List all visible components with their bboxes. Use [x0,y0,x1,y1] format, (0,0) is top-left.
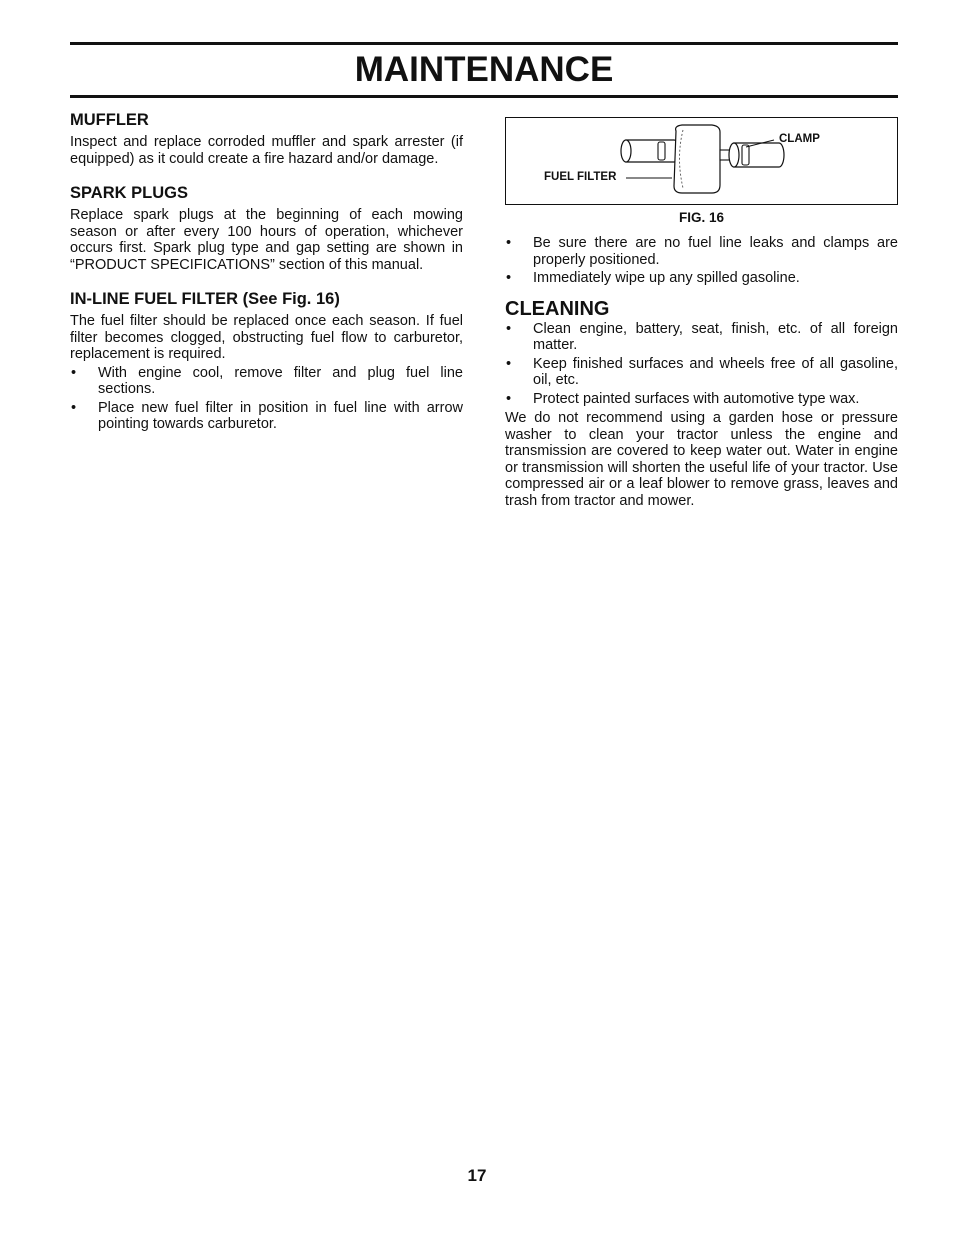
list-item: • With engine cool, remove filter and plug fuel line sections. [70,365,463,398]
right-column [505,117,898,509]
page-title: MAINTENANCE [354,50,614,89]
top-rule [70,42,898,45]
fuel-filter-label: FUEL FILTER [544,171,617,183]
fuel-filter-section [70,289,463,433]
figure-caption: FIG. 16 [678,210,724,225]
muffler-heading: MUFFLER [70,111,149,129]
muffler-section [70,110,463,167]
page-number: 17 [467,1166,487,1185]
list-item: • Immediately wipe up any spilled gasoline. [505,270,898,287]
cleaning-text: We do not recommend using a garden hose or pressure washer to clean your tractor unless the engine and transmission are covered to keep water out. Water in engine or transmission will shorten the useful life of your tractor. Use compressed air or a leaf blower to remove grass, leaves and trash from tractor and mower. [505,410,898,509]
spark-plugs-text: Replace spark plugs at the beginning of each mowing season or after every 100 hours of operation, whichever occurs first. Spark plug type and gap setting are shown in “PRODUCT SPECIFICATIONS” section of this manual. [70,207,463,273]
list-item: • Keep finished surfaces and wheels free of all gasoline, oil, etc. [505,356,898,389]
title-underline [70,95,898,98]
fuel-filter-illustration [506,118,897,204]
list-item: • Be sure there are no fuel line leaks and clamps are properly positioned. [505,235,898,268]
list-item: • Protect painted surfaces with automotive type wax. [505,391,898,408]
left-column [70,110,463,449]
fig-16-box [505,117,898,205]
fuel-filter-text: The fuel filter should be replaced once each season. If fuel filter becomes clogged, obstructing fuel flow to carburetor, replacement is required. [70,313,463,362]
cleaning-heading: CLEANING [505,297,610,320]
cleaning-list [505,321,898,408]
clamp-label: CLAMP [779,133,820,145]
spark-plugs-section [70,183,463,273]
fuel-safety-list [505,235,898,287]
fuel-filter-heading: IN-LINE FUEL FILTER (See Fig. 16) [70,290,340,308]
fuel-filter-steps [70,365,463,433]
muffler-text: Inspect and replace corroded muffler and spark arrester (if equipped) as it could create a fire hazard and/or damage. [70,134,463,167]
list-item: • Clean engine, battery, seat, finish, etc. of all foreign matter. [505,321,898,354]
list-item: • Place new fuel filter in position in fuel line with arrow pointing towards carburetor. [70,400,463,433]
spark-plugs-heading: SPARK PLUGS [70,184,188,202]
